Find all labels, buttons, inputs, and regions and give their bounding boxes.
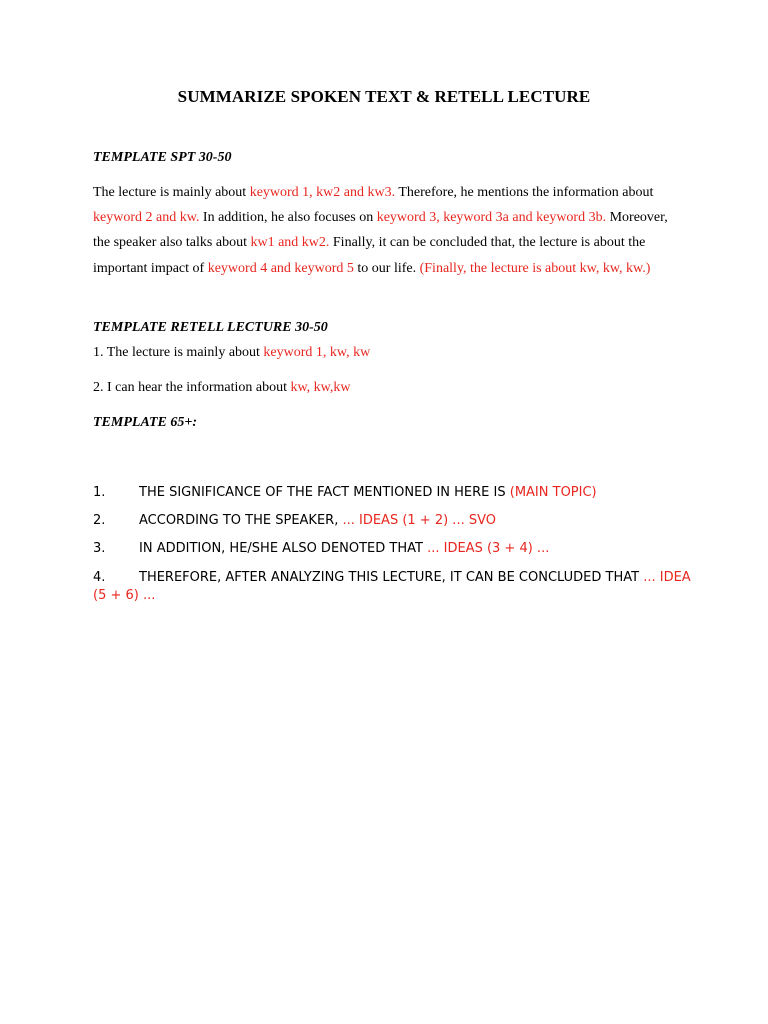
list-number: 4. xyxy=(93,570,106,585)
list-text: ACCORDING TO THE SPEAKER, xyxy=(139,513,343,528)
list-item xyxy=(93,513,693,528)
spt-paragraph xyxy=(93,180,683,281)
spt-text: In addition, he also focuses on xyxy=(199,210,377,226)
spt-keyword: keyword 4 and keyword 5 xyxy=(207,260,354,276)
list-text: THE SIGNIFICANCE OF THE FACT MENTIONED IN HERE IS xyxy=(139,485,510,500)
spt-keyword: keyword 2 and kw. xyxy=(93,210,200,226)
retell-line-2-keywords: kw, kw,kw xyxy=(290,380,351,395)
spt-text: The lecture is mainly about xyxy=(93,185,250,200)
document-title: SUMMARIZE SPOKEN TEXT & RETELL LECTURE xyxy=(177,87,591,106)
spt-text: Moreover, the speaker also talks about xyxy=(93,210,668,251)
retell-line-2 xyxy=(93,380,693,396)
retell-line-2-prefix: 2. I can hear the information about xyxy=(93,380,291,395)
list-text: IN ADDITION, HE/SHE ALSO DENOTED THAT xyxy=(139,541,428,556)
list-number: 3. xyxy=(93,541,106,556)
heading-spt: TEMPLATE SPT 30-50 xyxy=(93,150,232,165)
spt-text: to our life. xyxy=(353,260,420,276)
list-item xyxy=(93,541,693,556)
list-text: THEREFORE, AFTER ANALYZING THIS LECTURE, IT CAN BE CONCLUDED THAT xyxy=(139,570,644,585)
heading-65: TEMPLATE 65+: xyxy=(93,415,198,430)
retell-line-1-prefix: 1. The lecture is mainly about xyxy=(93,345,264,360)
spt-text: Therefore, he mentions the information about xyxy=(395,185,654,200)
list-red-text: ... IDEAS (3 + 4) ... xyxy=(427,541,550,556)
spt-keyword: keyword 1, kw2 and kw3. xyxy=(249,185,396,200)
heading-retell: TEMPLATE RETELL LECTURE 30-50 xyxy=(93,320,328,335)
spt-keyword: keyword 3, keyword 3a and keyword 3b. xyxy=(376,210,607,226)
spt-text: Finally, it can be concluded that, the lecture is about the important impact of xyxy=(93,235,646,276)
list-item xyxy=(93,485,693,500)
list-item xyxy=(93,569,693,605)
spt-keyword: kw1 and kw2. xyxy=(250,235,330,251)
list-red-text: ... IDEAS (1 + 2) ... SVO xyxy=(342,513,496,528)
list-number: 1. xyxy=(93,485,106,500)
spt-keyword: (Finally, the lecture is about kw, kw, kw.) xyxy=(419,260,651,276)
retell-line-1-keywords: keyword 1, kw, kw xyxy=(263,345,371,360)
list-red-text: (MAIN TOPIC) xyxy=(509,485,597,500)
list-red-text: ... IDEA (5 + 6) ... xyxy=(93,570,691,603)
list-number: 2. xyxy=(93,513,106,528)
retell-line-1 xyxy=(93,345,693,361)
